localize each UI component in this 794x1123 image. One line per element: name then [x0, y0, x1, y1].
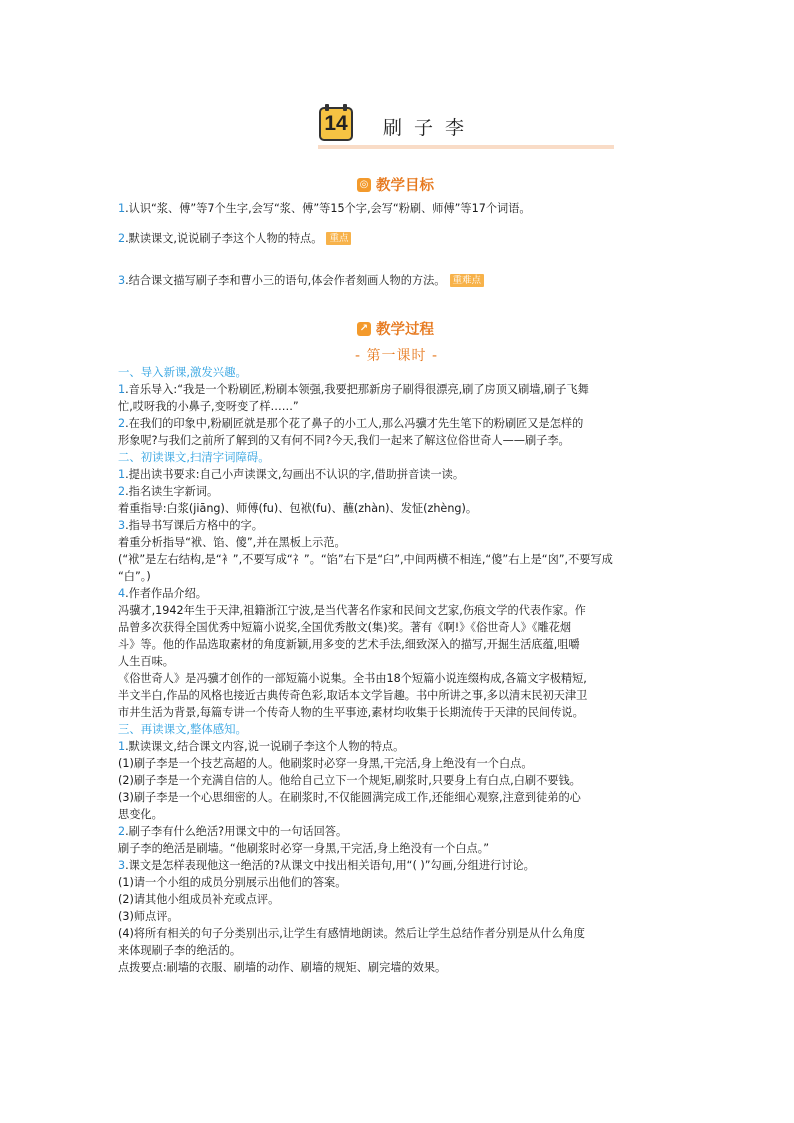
- item-number: 2: [118, 485, 126, 498]
- body-line: [118, 602, 613, 619]
- line-text: (4)将所有相关的句子分类别出示,让学生有感情地朗读。然后让学生总结作者分别是从什么角度: [118, 927, 585, 940]
- line-text: (2)请其他小组成员补充或点评。: [118, 893, 280, 906]
- objective-item: 2.默读课文,说说刷子李这个人物的特点。 重点: [118, 230, 351, 247]
- line-text: 刷子李的绝活是刷墙。“他刷浆时必穿一身黑,干完活,身上绝没有一个白点。”: [118, 842, 490, 855]
- body-line: [118, 653, 613, 670]
- item-number: 2: [118, 825, 126, 838]
- item-number: 4: [118, 587, 126, 600]
- body-line: [118, 840, 613, 857]
- body-line: [118, 925, 613, 942]
- lesson-number-badge: [319, 107, 353, 141]
- line-text: .音乐导入:“我是一个粉刷匠,粉刷本领强,我要把那新房子刷得很漂亮,刷了房顶又刷墙,刷子飞舞: [125, 383, 589, 396]
- line-text: .提出读书要求:自己小声读课文,勾画出不认识的字,借助拼音读一读。: [125, 468, 465, 481]
- body-line: [118, 942, 613, 959]
- line-text: 形象呢?与我们之前所了解到的又有何不同?今天,我们一起来了解这位俗世奇人——刷子李。: [118, 434, 570, 447]
- body-line: [118, 874, 613, 891]
- line-text: 市井生活为背景,每篇专讲一个传奇人物的生平事迹,素材均收集于长期流传于天津的民间传说。: [118, 706, 584, 719]
- lesson-number: 14: [324, 112, 348, 135]
- line-text: 冯骥才,1942年生于天津,祖籍浙江宁波,是当代著名作家和民间文艺家,伤痕文学的代表作家。作: [118, 604, 586, 617]
- line-text: (“袱”是左右结构,是“衤”,不要写成“礻”。“馅”右下是“臼”,中间两横不相连,“傻”右上是“囟”,不要写成: [118, 553, 613, 566]
- line-text: .默读课文,结合课文内容,说一说刷子李这个人物的特点。: [125, 740, 405, 753]
- line-text: .作者作品介绍。: [125, 587, 207, 600]
- line-text: .刷子李有什么绝活?用课文中的一句话回答。: [125, 825, 348, 838]
- objectives-heading-text: 教学目标: [376, 178, 434, 194]
- body-line: [118, 857, 613, 874]
- body-line: [118, 704, 613, 721]
- item-number: 1: [118, 383, 126, 396]
- process-heading-text: 教学过程: [376, 322, 434, 338]
- line-text: .指导书写课后方格中的字。: [125, 519, 263, 532]
- body-line: [118, 772, 613, 789]
- title-underline: [318, 145, 614, 149]
- line-text: (3)师点评。: [118, 910, 179, 923]
- line-text: 着重分析指导“袱、馅、傻”,并在黑板上示范。: [118, 536, 346, 549]
- step-heading: 三、再读课文,整体感知。: [118, 722, 247, 736]
- body-line: [118, 551, 613, 568]
- body-line: [118, 823, 613, 840]
- line-text: (2)刷子李是一个充满自信的人。他给自己立下一个规矩,刷浆时,只要身上有白点,白刷不要钱。: [118, 774, 581, 787]
- lesson-period-heading: - 第一课时 -: [355, 348, 439, 364]
- line-text: “白”。): [118, 570, 151, 583]
- line-text: (1)请一个小组的成员分别展示出他们的答案。: [118, 876, 347, 889]
- body-line: [118, 755, 613, 772]
- route-icon: ↗: [357, 322, 371, 336]
- body-line: [118, 483, 613, 500]
- process-content: [118, 364, 613, 976]
- body-line: [118, 959, 613, 976]
- line-text: (3)刷子李是一个心思细密的人。在刷浆时,不仅能圆满完成工作,还能细心观察,注意到徒弟的心: [118, 791, 581, 804]
- line-text: 着重指导:白浆(jiāng)、师傅(fu)、包袱(fu)、蘸(zhàn)、发怔(zhèng)。: [118, 502, 478, 515]
- line-text: 忙,哎呀我的小鼻子,变呀变了样……”: [118, 400, 299, 413]
- body-line: [118, 636, 613, 653]
- lesson-title: 刷子李: [383, 117, 477, 139]
- body-line: [118, 908, 613, 925]
- line-text: .课文是怎样表现他这一绝活的?从课文中找出相关语句,用“( )”勾画,分组进行讨论。: [125, 859, 535, 872]
- body-line: [118, 619, 613, 636]
- body-line: [118, 687, 613, 704]
- body-line: [118, 466, 613, 483]
- body-line: [118, 789, 613, 806]
- body-line: [118, 891, 613, 908]
- item-number: 3: [118, 859, 126, 872]
- line-text: 斗》等。他的作品选取素材的角度新颖,用多变的艺术手法,细致深入的描写,开掘生活底蕴,咀嚼: [118, 638, 580, 651]
- line-text: .指名读生字新词。: [125, 485, 219, 498]
- difficult-point-tag: 重难点: [450, 274, 485, 287]
- line-text: 半文半白,作品的风格也接近古典传奇色彩,取话本文学旨趣。书中所讲之事,多以清末民初天津卫: [118, 689, 588, 702]
- line-text: 《俗世奇人》是冯骥才创作的一部短篇小说集。全书由18个短篇小说连缀构成,各篇文字极精短,: [118, 672, 587, 685]
- target-icon: ◎: [357, 178, 371, 192]
- line-text: 来体现刷子李的绝活的。: [118, 944, 242, 957]
- line-text: 思变化。: [118, 808, 163, 821]
- body-line: [118, 585, 613, 602]
- item-number: 1: [118, 468, 126, 481]
- objectives-heading: [357, 174, 434, 195]
- step-heading: 二、初读课文,扫清字词障碍。: [118, 450, 270, 464]
- body-line: [118, 670, 613, 687]
- line-text: .在我们的印象中,粉刷匠就是那个花了鼻子的小工人,那么冯骥才先生笔下的粉刷匠又是怎样的: [125, 417, 584, 430]
- item-number: 2: [118, 417, 126, 430]
- item-number: 3: [118, 519, 126, 532]
- step-heading: 一、导入新课,激发兴趣。: [118, 365, 247, 379]
- body-line: [118, 398, 613, 415]
- key-point-tag: 重点: [326, 232, 351, 245]
- body-line: [118, 517, 613, 534]
- line-text: (1)刷子李是一个技艺高超的人。他刷浆时必穿一身黑,干完活,身上绝没有一个白点。: [118, 757, 533, 770]
- body-line: [118, 432, 613, 449]
- line-text: 点拨要点:刷墙的衣服、刷墙的动作、刷墙的规矩、刷完墙的效果。: [118, 961, 447, 974]
- body-line: [118, 500, 613, 517]
- line-text: 人生百味。: [118, 655, 174, 668]
- process-heading: [357, 318, 434, 339]
- body-line: [118, 806, 613, 823]
- objective-item: 1.认识“浆、傅”等7个生字,会写“浆、傅”等15个字,会写“粉刷、师傅”等17个词语。: [118, 202, 531, 215]
- body-line: [118, 534, 613, 551]
- body-line: [118, 381, 613, 398]
- body-line: [118, 415, 613, 432]
- item-number: 1: [118, 740, 126, 753]
- body-line: [118, 738, 613, 755]
- line-text: 品曾多次获得全国优秀中短篇小说奖,全国优秀散文(集)奖。著有《啊!》《俗世奇人》《雕花烟: [118, 621, 572, 634]
- objective-item: 3.结合课文描写刷子李和曹小三的语句,体会作者刻画人物的方法。 重难点: [118, 272, 484, 289]
- body-line: [118, 568, 613, 585]
